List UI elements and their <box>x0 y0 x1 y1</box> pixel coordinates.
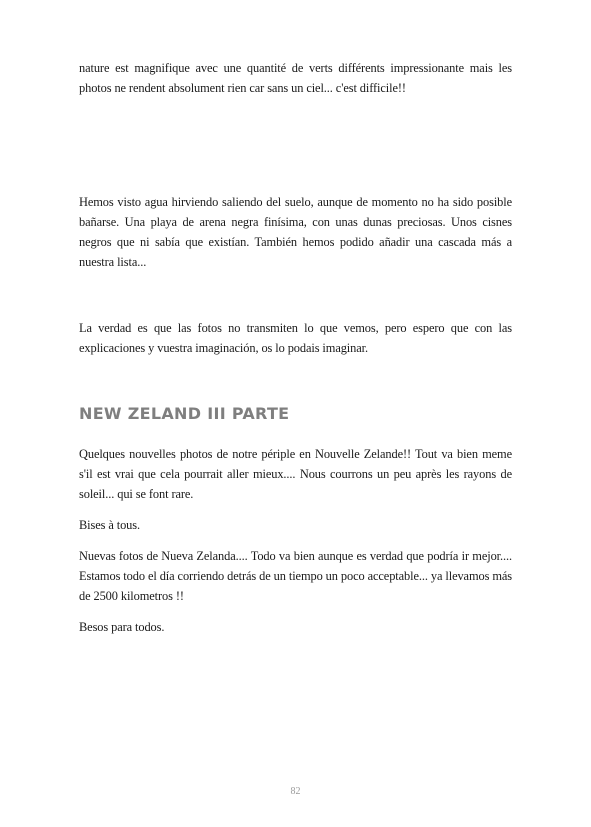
paragraph-bises: Bises à tous. <box>79 518 140 532</box>
paragraph-agua-hirviendo: Hemos visto agua hirviendo saliendo del suelo, aunque de momento no ha sido posible bañarse. Una playa de arena negra finísima, con unas dunas preciosas. Unos cisnes negros que ni sabía que existían. También hemos podido añadir una cascada más a nuestra lista... <box>79 195 512 269</box>
paragraph-besos: Besos para todos. <box>79 620 165 634</box>
paragraph-la-verdad: La verdad es que las fotos no transmiten lo que vemos, pero espero que con las explicaciones y vuestra imaginación, os lo podais imaginar. <box>79 321 512 355</box>
page-number: 82 <box>290 786 301 797</box>
paragraph-nuevas-fotos: Nuevas fotos de Nueva Zelanda.... Todo va bien aunque es verdad que podría ir mejor.... Estamos todo el día corriendo detrás de un tiempo un poco acceptable... ya llevamos más de 2500 kilometros !! <box>79 549 512 603</box>
paragraph-nature: nature est magnifique avec une quantité de verts différents impressionante mais les photos ne rendent absolument rien car sans un ciel... c'est difficile!! <box>79 61 512 95</box>
section-heading: NEW ZELAND III PARTE <box>79 404 290 423</box>
paragraph-quelques-nouvelles: Quelques nouvelles photos de notre périple en Nouvelle Zelande!! Tout va bien meme s'il est vrai que cela pourrait aller mieux.... Nous courrons un peu après les rayons de soleil... qui se font rare. <box>79 447 512 501</box>
